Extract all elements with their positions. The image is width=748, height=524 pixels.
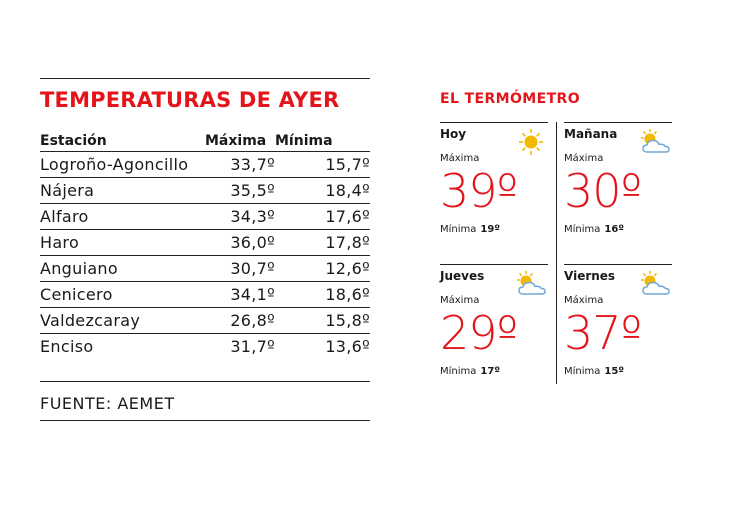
- max-temperature: 30º: [564, 164, 642, 218]
- forecast-card-viernes: [564, 264, 672, 392]
- forecast-card-manana: [564, 122, 672, 250]
- max-temp: 35,5º: [205, 177, 275, 203]
- max-label: Máxima: [440, 153, 480, 164]
- station-name: Cenicero: [40, 281, 205, 307]
- day-label: Hoy: [440, 127, 467, 141]
- max-temp: 26,8º: [205, 307, 275, 333]
- max-temperature: 29º: [440, 306, 518, 360]
- station-name: Logroño-Agoncillo: [40, 151, 205, 177]
- header-max: Máxima: [205, 129, 275, 151]
- header-station: Estación: [40, 129, 205, 151]
- top-rule: [40, 78, 370, 79]
- source-rule: [40, 381, 370, 382]
- table-row: [40, 255, 370, 281]
- table-row: [40, 281, 370, 307]
- min-temp: 12,6º: [275, 255, 370, 281]
- min-row: [440, 366, 548, 379]
- header-min: Mínima: [275, 129, 370, 151]
- station-name: Nájera: [40, 177, 205, 203]
- thermometer-title: EL TERMÓMETRO: [440, 91, 581, 107]
- card-rule: [440, 264, 548, 265]
- min-label: Mínima: [440, 366, 477, 377]
- max-temp: 34,1º: [205, 281, 275, 307]
- min-row: [564, 366, 672, 379]
- card-rule: [440, 122, 548, 123]
- table-row: [40, 151, 370, 177]
- table-row: [40, 333, 370, 359]
- min-temp: 18,6º: [275, 281, 370, 307]
- max-temp: 33,7º: [205, 151, 275, 177]
- day-label: Mañana: [564, 127, 618, 141]
- station-name: Anguiano: [40, 255, 205, 281]
- min-temperature: 16º: [604, 224, 624, 235]
- partly-cloudy-icon: [514, 270, 548, 298]
- table-header-row: [40, 129, 370, 151]
- partly-cloudy-icon: [638, 270, 672, 298]
- table-row: [40, 229, 370, 255]
- forecast-card-jueves: [440, 264, 548, 392]
- partly-cloudy-icon: [638, 128, 672, 156]
- forecast-card-hoy: [440, 122, 548, 250]
- min-row: [440, 224, 548, 237]
- table-row: [40, 203, 370, 229]
- bottom-rule: [40, 420, 370, 421]
- min-temperature: 15º: [604, 366, 624, 377]
- station-name: Enciso: [40, 336, 94, 356]
- min-row: [564, 224, 672, 237]
- min-temp: 15,7º: [275, 151, 370, 177]
- day-label: Jueves: [440, 269, 485, 283]
- min-temperature: 19º: [480, 224, 500, 235]
- min-temperature: 17º: [480, 366, 500, 377]
- thermometer-panel: [440, 88, 672, 384]
- max-temperature: 39º: [440, 164, 518, 218]
- station-name: Valdezcaray: [40, 307, 205, 333]
- sun-icon: [514, 128, 548, 156]
- card-rule: [564, 122, 672, 123]
- forecast-grid: [440, 122, 672, 384]
- panel-title: TEMPERATURAS DE AYER: [40, 88, 340, 112]
- max-temp: 30,7º: [205, 255, 275, 281]
- station-name: Alfaro: [40, 203, 205, 229]
- min-temp: 13,6º: [325, 336, 370, 356]
- temperatures-table: [40, 129, 370, 359]
- station-name: Haro: [40, 229, 205, 255]
- min-temp: 17,8º: [275, 229, 370, 255]
- min-temp: 17,6º: [275, 203, 370, 229]
- min-label: Mínima: [564, 224, 601, 235]
- table-row: [40, 177, 370, 203]
- source-credit: FUENTE: AEMET: [40, 394, 175, 413]
- max-temp: 34,3º: [205, 203, 275, 229]
- max-label: Máxima: [564, 295, 604, 306]
- max-temperature: 37º: [564, 306, 642, 360]
- table-row: [40, 307, 370, 333]
- yesterday-temperatures-panel: [40, 78, 370, 421]
- min-label: Mínima: [564, 366, 601, 377]
- day-label: Viernes: [564, 269, 616, 283]
- max-label: Máxima: [440, 295, 480, 306]
- max-temp: 31,7º: [230, 336, 275, 356]
- min-temp: 18,4º: [275, 177, 370, 203]
- column-divider: [556, 122, 557, 384]
- min-label: Mínima: [440, 224, 477, 235]
- card-rule: [564, 264, 672, 265]
- max-label: Máxima: [564, 153, 604, 164]
- max-temp: 36,0º: [205, 229, 275, 255]
- min-temp: 15,8º: [275, 307, 370, 333]
